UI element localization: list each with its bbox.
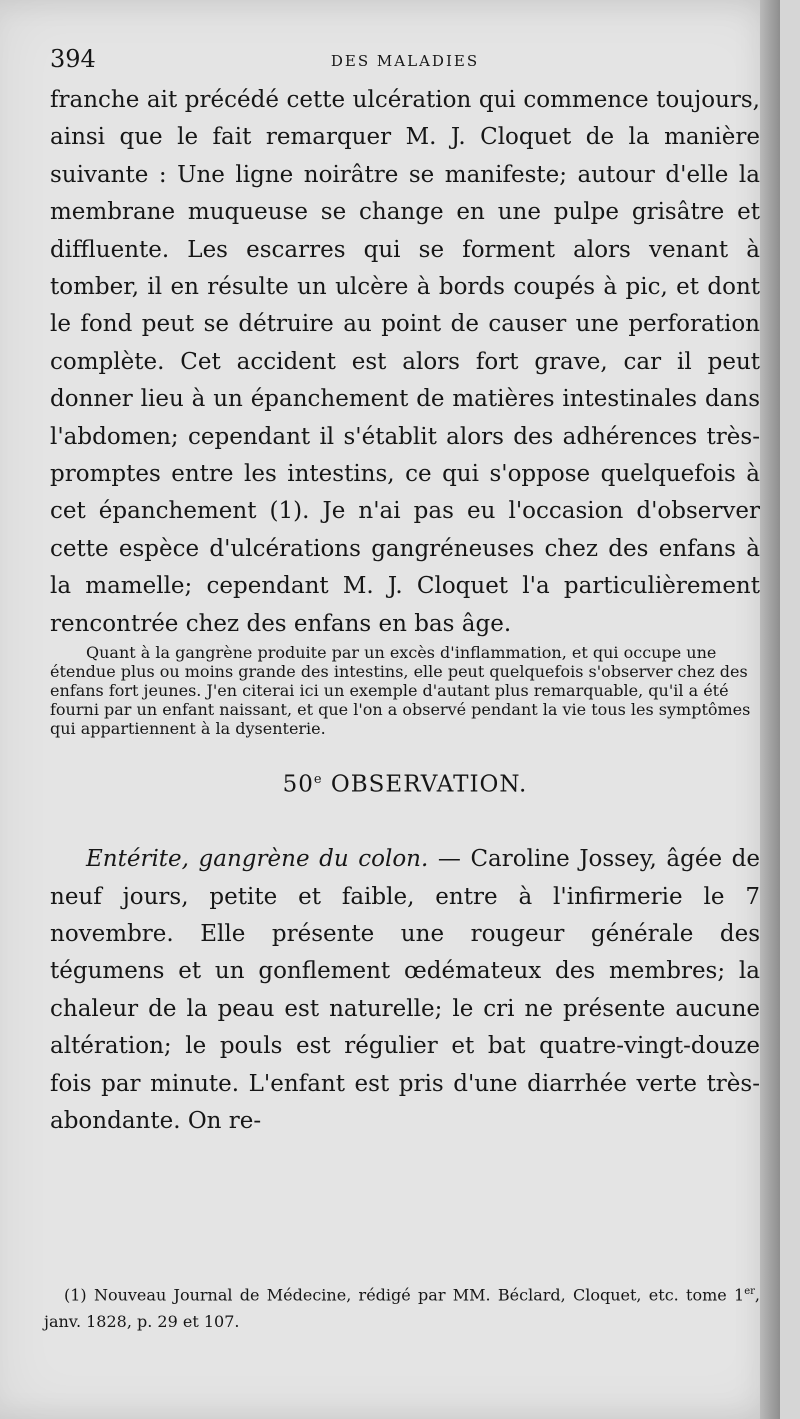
observation-body: — Caroline Jossey, âgée de neuf jours, petite et faible, entre à l'infirmerie le 7 novembre. Elle présente une rougeur générale des tégumens et un gonflement œdémateux des membres; la chaleur de la peau est naturelle; le cri ne présente aucune altération; le pouls est régulier et bat quatre-vingt-douze fois par minute. L'enfant est pris d'une diarrhée verte très-abondante. On re- — [50, 846, 760, 1134]
paragraph-2: Quant à la gangrène produite par un excès d'inflammation, et qui occupe une étendue plus ou moins grande des intestins, elle peut quelquefois s'observer chez des enfans fort jeunes. J'en citerai ici un exemple d'autant plus remarquable, qu'il a été fourni par un enfant naissant, et que l'on a observé pendant la vie tous les symptômes qui appartiennent à la dysenterie. — [50, 643, 751, 739]
observation-label: OBSERVATION. — [330, 771, 528, 798]
observation-heading: Entérite, gangrène du colon. — [86, 846, 429, 873]
footnote-text-end: , janv. 1828, p. 29 et 107. — [44, 1285, 760, 1332]
page-body — [50, 82, 760, 1140]
footnote — [44, 1278, 760, 1335]
observation-number: 50 — [282, 771, 314, 798]
page-edge-shadow — [760, 0, 780, 1419]
page-header — [50, 45, 760, 75]
running-head: DES MALADIES — [330, 52, 480, 70]
paragraph-1: franche ait précédé cette ulcération qui commence toujours, ainsi que le fait remarquer M. J. Cloquet de la manière suivante : Une ligne noirâtre se manifeste; autour d'elle la membrane muqueuse se change en une pulpe grisâtre et diffluente. Les escarres qui se forment alors venant à tomber, il en résulte un ulcère à bords coupés à pic, et dont le fond peut se détruire au point de causer une perforation complète. Cet accident est alors fort grave, car il peut donner lieu à un épanchement de matières intestinales dans l'abdomen; cependant il s'établit alors des adhérences très-promptes entre les intestins, ce qui s'oppose quelquefois à cet épanchement (1). Je n'ai pas eu l'occasion d'observer cette espèce d'ulcérations gangréneuses chez des enfans à la mamelle; cependant M. J. Cloquet l'a particulièrement rencontrée chez des enfans en bas âge. — [50, 87, 760, 637]
footnote-text: Nouveau Journal de Médecine, rédigé par MM. Béclard, Cloquet, etc. tome 1 — [86, 1285, 745, 1305]
footnote-marker: (1) — [64, 1285, 87, 1305]
observation-title — [50, 761, 760, 804]
footnote-superscript: er — [744, 1286, 755, 1297]
observation-number-suffix: e — [313, 772, 323, 788]
observation-text — [50, 841, 760, 1140]
page-number: 394 — [50, 45, 96, 73]
